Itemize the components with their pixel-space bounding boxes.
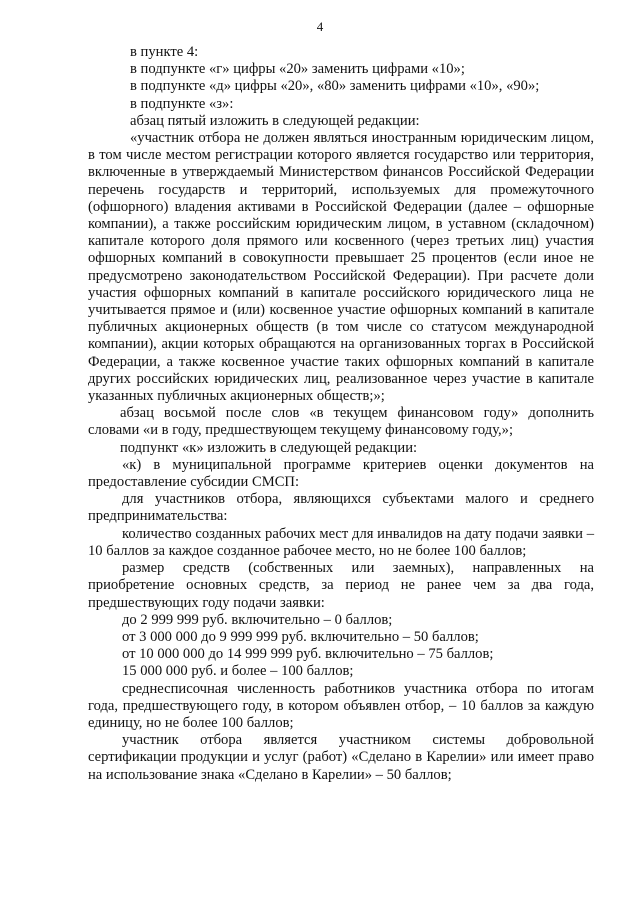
paragraph-abzac-8: абзац восьмой после слов «в текущем финансовом году» дополнить словами «и в году, предшествующем текущему финансовому году,»; [88,405,594,439]
paragraph-range-100: 15 000 000 руб. и более – 100 баллов; [122,663,354,680]
paragraph-fixed-assets: размер средств (собственных или заемных), направленных на приобретение основных средств, за период не ранее чем за два года, предшествующих году подачи заявки: [88,560,594,611]
paragraph-subitem-k-heading: подпункт «к» изложить в следующей редакции: [120,439,418,456]
paragraph-range-75: от 10 000 000 до 14 999 999 руб. включительно – 75 баллов; [122,646,494,663]
paragraph-subitem-g: в подпункте «г» цифры «20» заменить цифрами «10»; [130,61,465,78]
page-number: 4 [316,19,324,34]
paragraph-range-50: от 3 000 000 до 9 999 999 руб. включительно – 50 баллов; [122,628,479,645]
paragraph-abzac-5-heading: абзац пятый изложить в следующей редакции: [130,112,420,129]
paragraph-offshore-requirement: «участник отбора не должен являться иностранным юридическим лицом, в том числе местом регистрации которого является государство или территория, включенные в утверждаемый Министерством финансов Российской Федерации перечень государств и территорий, используемых для промежуточного (офшорного) владения активами в Российской Федерации (далее – офшорные компании), а также российским юридическим лицом, в уставном (складочном) капитале которого доля прямого или косвенного (через третьих лиц) участия офшорных компаний в совокупности превышает 25 процентов (если иное не предусмотрено законодательством Российской Федерации). При расчете доли участия офшорных компаний в капитале российского юридического лица не учитывается прямое и (или) косвенное участие офшорных компаний в капитале публичных акционерных обществ (в том числе со статусом международной компании), акции которых обращаются на организованных торгах в Российской Федерации, а также косвенное участие таких офшорных компаний в капитале других российских юридических лиц, реализованное через участие в капитале указанных публичных акционерных обществ;»; [88,130,594,405]
paragraph-made-in-karelia: участник отбора является участником системы добровольной сертификации продукции и услуг (работ) «Сделано в Карелии» или имеет право на использование знака «Сделано в Карелии» – 50 баллов; [88,732,594,783]
paragraph-subitem-z: в подпункте «з»: [130,95,234,112]
paragraph-item-4: в пункте 4: [130,44,199,60]
paragraph-subitem-k-text: «к) в муниципальной программе критериев оценки документов на предоставление субсидии СМСП: [88,456,594,491]
document-body [88,44,594,784]
paragraph-disabled-jobs: количество созданных рабочих мест для инвалидов на дату подачи заявки – 10 баллов за каждое созданное рабочее место, но не более 100 баллов; [88,525,594,559]
paragraph-headcount: среднесписочная численность работников участника отбора по итогам года, предшествующего году, в котором объявлен отбор, – 10 баллов за каждую единицу, но не более 100 баллов; [88,680,594,731]
paragraph-sme-participants: для участников отбора, являющихся субъектами малого и среднего предпринимательства: [88,491,594,525]
paragraph-subitem-d: в подпункте «д» цифры «20», «80» заменить цифрами «10», «90»; [130,78,540,95]
paragraph-range-0: до 2 999 999 руб. включительно – 0 баллов; [122,611,393,628]
